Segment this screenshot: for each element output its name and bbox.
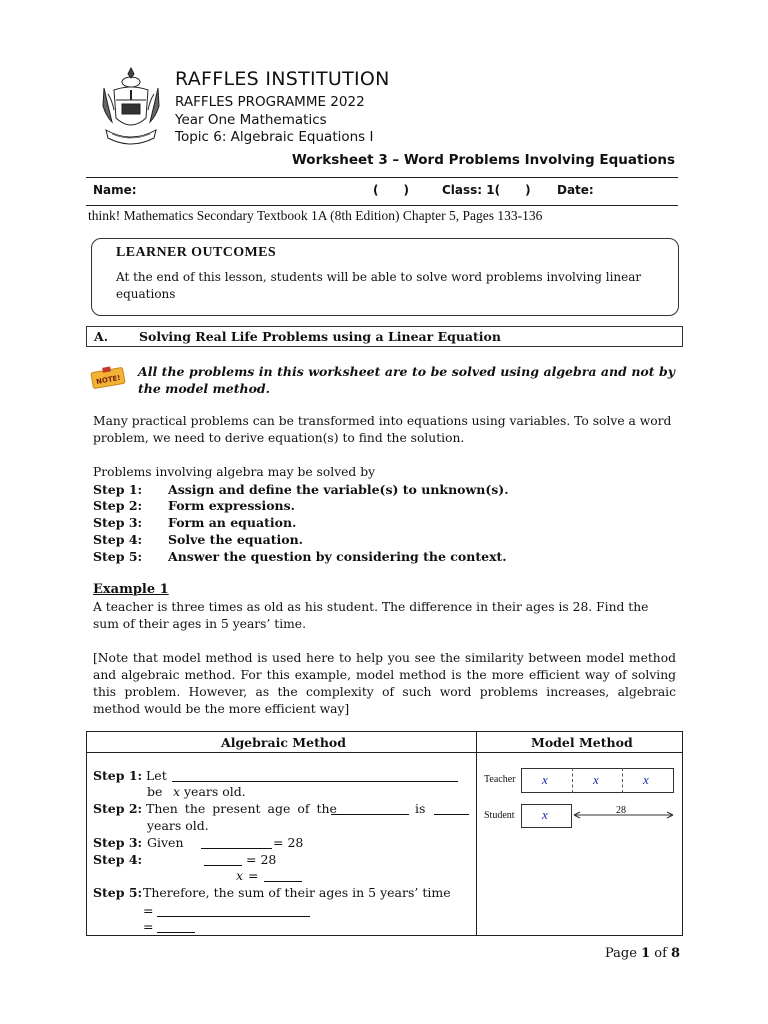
alg-step-3-given: Given xyxy=(147,835,184,850)
step-3-label: Step 3: xyxy=(93,515,143,530)
section-a-letter: A. xyxy=(94,329,109,344)
alg-step-1-blank[interactable] xyxy=(172,769,458,782)
page-of: of xyxy=(654,946,667,961)
step-5-label: Step 5: xyxy=(93,549,143,564)
alg-step-2-blank-2[interactable] xyxy=(434,802,469,815)
alg-step-2-label: Step 2: xyxy=(93,801,143,816)
alg-step-1-be: be xyxy=(147,784,163,799)
header-divider xyxy=(86,177,678,178)
name-label: Name: xyxy=(93,183,137,197)
note-text: All the problems in this worksheet are to be solved using algebra and not by the model method. xyxy=(138,364,675,396)
section-a-title: Solving Real Life Problems using a Linear Equation xyxy=(139,329,501,344)
page-current: 1 xyxy=(641,946,651,961)
example-1-note: [Note that model method is used here to help you see the similarity between model method and algebraic method. For this example, model method is the more efficient way of solving this problem. However, as the complexity of such word problems increases, algebraic method would be the more efficient way] xyxy=(93,651,676,716)
textbook-reference: think! Mathematics Secondary Textbook 1A (8th Edition) Chapter 5, Pages 133-136 xyxy=(88,208,543,223)
algebraic-method-header: Algebraic Method xyxy=(221,735,347,750)
teacher-unit-2: x xyxy=(593,772,599,787)
alg-step-4-equals: = xyxy=(248,868,259,883)
alg-step-5-blank-2[interactable] xyxy=(157,920,195,933)
difference-label: 28 xyxy=(616,805,626,816)
alg-step-5-label: Step 5: xyxy=(93,885,143,900)
example-1-problem: A teacher is three times as old as his student. The difference in their ages is 28. Find the sum of their ages in 5 years’ time. xyxy=(93,600,649,631)
teacher-bar-divider-2 xyxy=(622,768,623,793)
class-label: Class: 1( ) xyxy=(442,183,531,197)
index-number-field: ( ) xyxy=(373,183,410,197)
alg-step-4-equation: = 28 xyxy=(246,852,277,867)
model-student-label: Student xyxy=(484,810,515,821)
page-total: 8 xyxy=(671,946,681,961)
date-label: Date: xyxy=(557,183,594,197)
alg-step-5-blank-1[interactable] xyxy=(157,904,310,917)
step-1-text: Assign and define the variable(s) to unknown(s). xyxy=(168,482,509,497)
learner-outcomes-text: At the end of this lesson, students will be able to solve word problems involving linear equations xyxy=(116,270,642,301)
alg-step-2-is: is xyxy=(415,801,426,816)
alg-step-5-text: Therefore, the sum of their ages in 5 years’ time xyxy=(143,885,451,900)
alg-step-4-label: Step 4: xyxy=(93,852,143,867)
step-3-text: Form an equation. xyxy=(168,515,297,530)
alg-step-4-variable: x xyxy=(236,868,244,883)
page-prefix: Page xyxy=(605,946,637,961)
alg-step-2-tail: years old. xyxy=(147,818,209,833)
alg-step-2-blank-1[interactable] xyxy=(331,802,409,815)
name-row-divider xyxy=(86,205,678,206)
learner-outcomes-title: LEARNER OUTCOMES xyxy=(116,245,277,260)
table-header-divider xyxy=(86,752,683,753)
teacher-unit-3: x xyxy=(643,772,649,787)
model-method-header: Model Method xyxy=(531,735,633,750)
alg-step-4-answer-blank[interactable] xyxy=(264,869,302,882)
note-icon-label: NOTE! xyxy=(95,373,122,387)
alg-step-1-let: Let xyxy=(146,768,167,783)
topic-title: Topic 6: Algebraic Equations I xyxy=(175,129,374,145)
alg-step-3-label: Step 3: xyxy=(93,835,143,850)
alg-step-3-blank[interactable] xyxy=(201,836,272,849)
step-2-text: Form expressions. xyxy=(168,498,296,513)
alg-step-2-text: Then the present age of the xyxy=(146,801,337,816)
raffles-crest-logo xyxy=(100,66,162,152)
step-4-label: Step 4: xyxy=(93,532,143,547)
table-column-divider xyxy=(476,731,477,936)
step-4-text: Solve the equation. xyxy=(168,532,304,547)
intro-paragraph: Many practical problems can be transformed into equations using variables. To solve a word problem, we need to derive equation(s) to find the solution. xyxy=(93,414,672,445)
example-1-heading: Example 1 xyxy=(93,582,169,597)
alg-step-1-label: Step 1: xyxy=(93,768,143,783)
institution-name: RAFFLES INSTITUTION xyxy=(175,68,390,90)
course-title: Year One Mathematics xyxy=(175,112,327,128)
teacher-unit-1: x xyxy=(542,772,548,787)
step-5-text: Answer the question by considering the context. xyxy=(168,549,507,564)
step-1-label: Step 1: xyxy=(93,482,143,497)
note-sticker-icon xyxy=(88,365,128,391)
alg-step-1-variable: x xyxy=(173,784,181,799)
alg-step-5-equals-2: = xyxy=(143,919,154,934)
step-2-label: Step 2: xyxy=(93,498,143,513)
steps-intro: Problems involving algebra may be solved by xyxy=(93,465,376,479)
student-unit: x xyxy=(542,807,548,822)
alg-step-1-tail: years old. xyxy=(184,784,246,799)
alg-step-3-equation: = 28 xyxy=(273,835,304,850)
worksheet-title: Worksheet 3 – Word Problems Involving Equations xyxy=(291,152,675,168)
model-teacher-label: Teacher xyxy=(484,774,516,785)
teacher-bar-divider-1 xyxy=(572,768,573,793)
programme-title: RAFFLES PROGRAMME 2022 xyxy=(175,94,365,110)
alg-step-4-blank[interactable] xyxy=(204,853,242,866)
page-number xyxy=(605,946,680,961)
alg-step-5-equals-1: = xyxy=(143,903,154,918)
